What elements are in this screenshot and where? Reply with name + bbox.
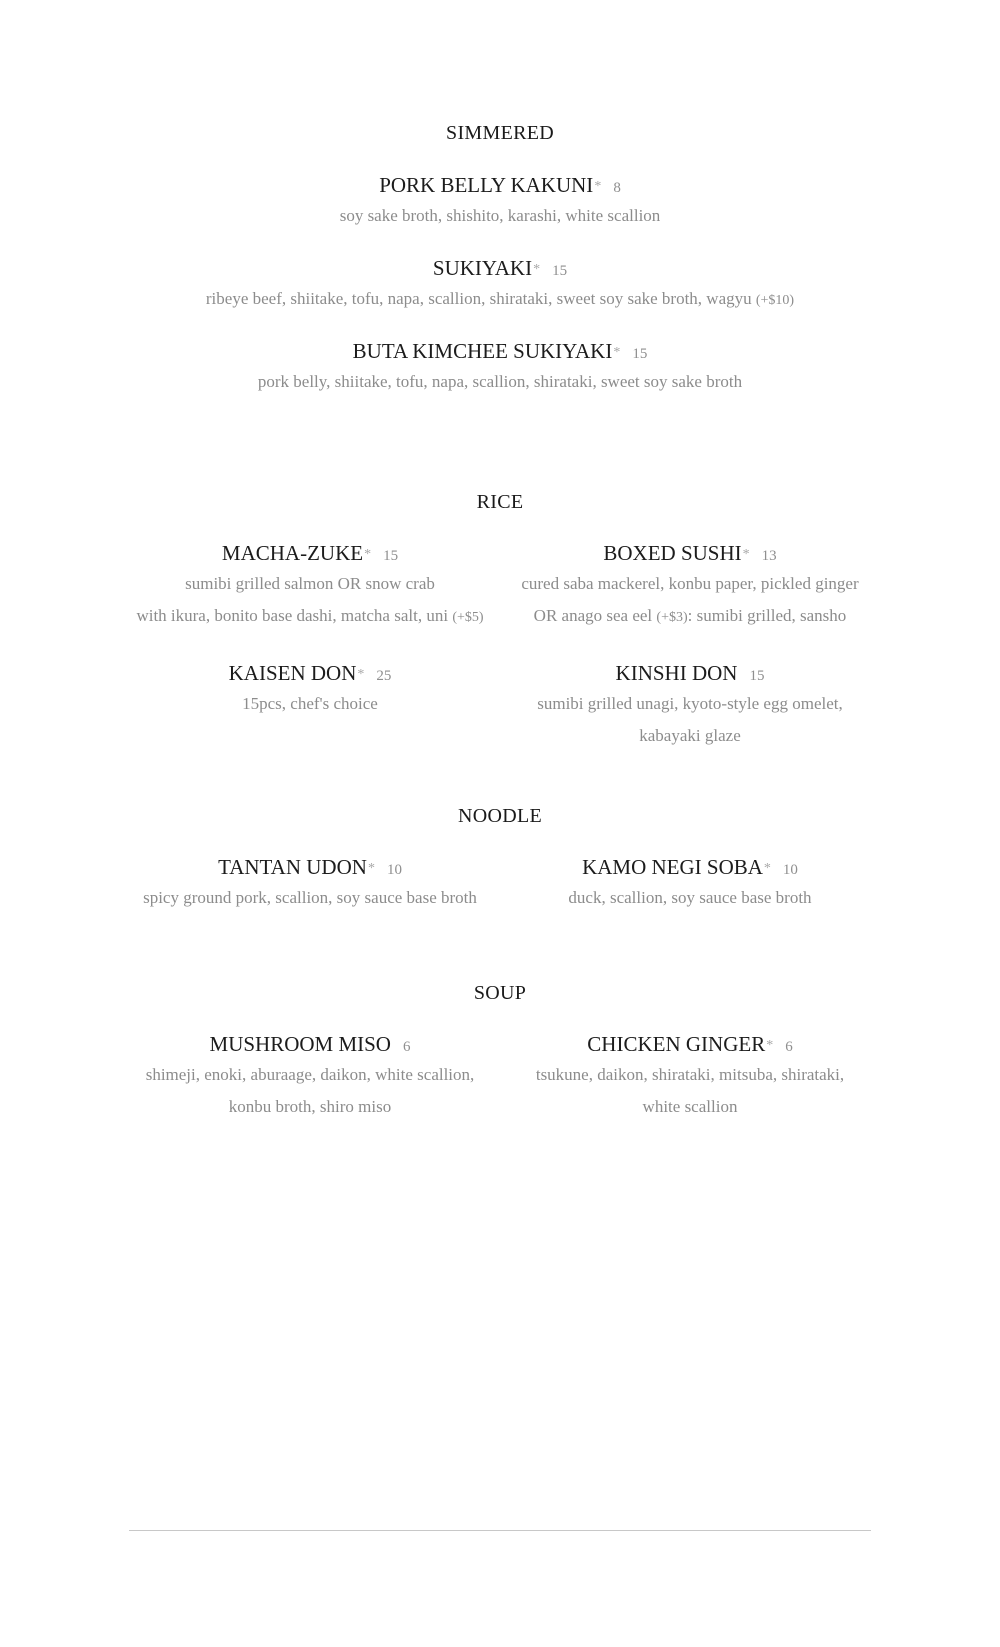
menu-item-boxed-sushi bbox=[480, 540, 900, 634]
item-description bbox=[100, 568, 520, 634]
section-title-soup: SOUP bbox=[473, 982, 527, 1004]
menu-item-tantan-udon bbox=[100, 854, 520, 914]
raw-item-marker: * bbox=[766, 1038, 774, 1053]
item-name: MACHA-ZUKE bbox=[221, 541, 364, 565]
item-price: 15 bbox=[383, 548, 399, 564]
section-title-noodle: NOODLE bbox=[457, 805, 542, 827]
description-text: ribeye beef, shiitake, tofu, napa, scallion, shirataki, sweet soy sake broth, wagyu bbox=[205, 289, 752, 308]
item-name: KAISEN DON bbox=[228, 661, 357, 685]
item-price: 15 bbox=[632, 346, 648, 362]
item-description: soy sake broth, shishito, karashi, white scallion bbox=[339, 206, 661, 225]
item-description bbox=[100, 1059, 520, 1123]
item-price: 6 bbox=[402, 1039, 411, 1055]
raw-item-marker: * bbox=[367, 861, 375, 876]
menu-item-mushroom-miso bbox=[100, 1031, 520, 1123]
addon-price: (+$3) bbox=[656, 610, 688, 625]
item-price: 15 bbox=[749, 668, 765, 684]
item-price: 8 bbox=[613, 180, 621, 196]
description-line: cured saba mackerel, konbu paper, pickled ginger bbox=[521, 574, 859, 593]
section-title-simmered: SIMMERED bbox=[446, 122, 554, 144]
description-line: sumibi grilled salmon OR snow crab bbox=[185, 574, 435, 593]
item-name: PORK BELLY KAKUNI bbox=[379, 173, 594, 197]
description-line: tsukune, daikon, shirataki, mitsuba, shirataki, bbox=[535, 1065, 845, 1084]
raw-item-marker: * bbox=[357, 667, 365, 682]
menu-item-kinshi-don bbox=[480, 660, 900, 752]
raw-item-marker: * bbox=[763, 861, 771, 876]
menu-item-pork-belly-kakuni bbox=[0, 172, 1000, 232]
item-price: 10 bbox=[782, 862, 798, 878]
item-name: SUKIYAKI bbox=[432, 256, 533, 280]
menu-item-macha-zuke bbox=[100, 540, 520, 634]
raw-item-marker: * bbox=[533, 262, 541, 277]
item-description: pork belly, shiitake, tofu, napa, scallion, shirataki, sweet soy sake broth bbox=[257, 372, 743, 391]
description-line: duck, scallion, soy sauce base broth bbox=[568, 888, 812, 907]
description-line: sumibi grilled unagi, kyoto-style egg omelet, bbox=[537, 694, 843, 713]
item-description bbox=[480, 688, 900, 752]
addon-price: (+$5) bbox=[452, 610, 484, 625]
item-description bbox=[480, 1059, 900, 1123]
description-line: 15pcs, chef's choice bbox=[242, 694, 378, 713]
item-description bbox=[0, 283, 1000, 317]
menu-item-buta-kimchee-sukiyaki bbox=[0, 338, 1000, 398]
item-description bbox=[480, 882, 900, 914]
item-name: TANTAN UDON bbox=[218, 855, 367, 879]
menu-item-sukiyaki bbox=[0, 255, 1000, 317]
item-price: 10 bbox=[386, 862, 402, 878]
item-name: BOXED SUSHI bbox=[603, 541, 742, 565]
item-price: 15 bbox=[552, 263, 568, 279]
addon-price: (+$10) bbox=[755, 293, 795, 308]
item-price: 6 bbox=[785, 1039, 793, 1055]
menu-item-kamo-negi-soba bbox=[480, 854, 900, 914]
item-name: BUTA KIMCHEE SUKIYAKI bbox=[352, 339, 613, 363]
description-text: with ikura, bonito base dashi, matcha salt, uni bbox=[136, 606, 449, 625]
description-text: OR anago sea eel bbox=[533, 606, 653, 625]
item-description bbox=[100, 882, 520, 914]
description-line: spicy ground pork, scallion, soy sauce base broth bbox=[143, 888, 477, 907]
raw-item-marker: * bbox=[594, 179, 602, 194]
item-description bbox=[480, 568, 900, 634]
description-line: white scallion bbox=[642, 1097, 738, 1116]
item-name: KAMO NEGI SOBA bbox=[582, 855, 763, 879]
item-description bbox=[100, 688, 520, 720]
item-name: MUSHROOM MISO bbox=[209, 1032, 391, 1056]
menu-item-chicken-ginger bbox=[480, 1031, 900, 1123]
footer-divider bbox=[129, 1530, 871, 1531]
item-price: 13 bbox=[761, 548, 777, 564]
description-line bbox=[480, 600, 900, 634]
description-line: konbu broth, shiro miso bbox=[228, 1097, 392, 1116]
description-text: : sumibi grilled, sansho bbox=[687, 606, 847, 625]
description-line bbox=[100, 600, 520, 634]
raw-item-marker: * bbox=[742, 547, 750, 562]
item-name: CHICKEN GINGER bbox=[587, 1032, 766, 1056]
raw-item-marker: * bbox=[364, 547, 372, 562]
item-price: 25 bbox=[376, 668, 392, 684]
item-name: KINSHI DON bbox=[615, 661, 738, 685]
description-line: kabayaki glaze bbox=[639, 726, 741, 745]
menu-item-kaisen-don bbox=[100, 660, 520, 720]
raw-item-marker: * bbox=[613, 345, 621, 360]
description-line: shimeji, enoki, aburaage, daikon, white scallion, bbox=[145, 1065, 475, 1084]
section-title-rice: RICE bbox=[476, 491, 524, 513]
